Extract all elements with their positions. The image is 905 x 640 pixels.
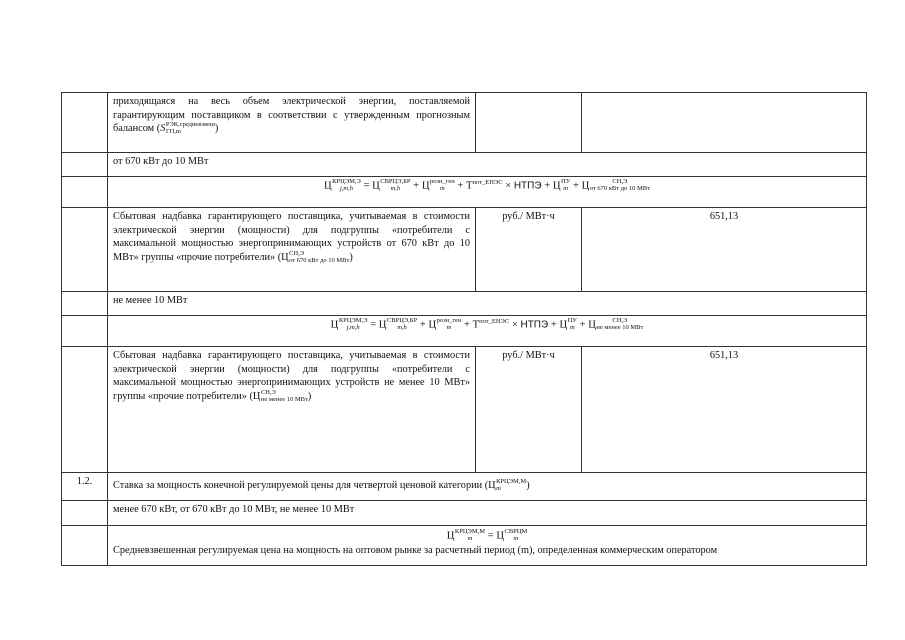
table-row (62, 501, 867, 526)
description-cell: приходящаяся на весь объем электрической энергии, поставляемой гарантирующим поставщиком в соответствии с утвержденным прогнозным балансом (S РЭК,средневзвеш ГП,m ) (108, 93, 476, 153)
number-cell (62, 153, 108, 177)
table-row (62, 347, 867, 473)
table-row (62, 526, 867, 566)
table-row (62, 208, 867, 292)
number-cell (62, 292, 108, 316)
table-row (62, 473, 867, 501)
balance-symbol: S (160, 123, 166, 135)
formula-2: Ц КРЦЭМ,Э j,m,h = Ц СВРЦЭ,БР m,h + Ц розн_ген m + $T^{пот\_ЕНЭС}$ × НТПЭ + Ц ПУ m + Ц СН,Э не менее 10 МВт (108, 316, 867, 347)
value-cell: 651,13 (582, 347, 867, 473)
value-cell (582, 93, 867, 153)
table-row (62, 93, 867, 153)
unit-cell (476, 93, 582, 153)
unit-cell: руб./ МВт·ч (476, 208, 582, 292)
table-row (62, 292, 867, 316)
group-label: от 670 кВт до 10 МВт (108, 153, 867, 177)
formula-3: Ц КРЦЭМ,М m = Ц СВРЦМ m (446, 528, 528, 542)
value-cell: 651,13 (582, 208, 867, 292)
group-label: не менее 10 МВт (108, 292, 867, 316)
table-row (62, 153, 867, 177)
number-cell (62, 208, 108, 292)
unit-cell: руб./ МВт·ч (476, 347, 582, 473)
number-cell (62, 347, 108, 473)
description-cell: Сбытовая надбавка гарантирующего поставщика, учитываемая в стоимости электрической энергии (мощности) для подгруппы «потребители с максимальной мощностью энергопринимающих устройств не менее 10 МВт» группы «прочие потребители» (Ц СН,Э не менее 10 МВт ) (108, 347, 476, 473)
range-label: менее 670 кВт, от 670 кВт до 10 МВт, не менее 10 МВт (108, 501, 867, 526)
table-row (62, 316, 867, 347)
formula-description: Средневзвешенная регулируемая цена на мощность на оптовом рынке за расчетный период (m), определенная коммерческим оператором (113, 545, 718, 557)
number-cell (62, 316, 108, 347)
formula-cell (108, 526, 867, 566)
table-row (62, 177, 867, 208)
continuation-text: приходящаяся на весь объем электрической энергии, поставляемой гарантирующим поставщиком в соответствии с утвержденным прогнозным балансом (113, 96, 470, 135)
number-cell (62, 526, 108, 566)
section-title: Ставка за мощность конечной регулируемой цены для четвертой ценовой категории (Ц КРЦЭМ,М m ) (108, 473, 867, 501)
formula-1: Ц КРЦЭМ,Э j,m,h = Ц СВРЦЭ,БР m,h + Ц розн_ген m + $T^{пот\_ЕНЭС}$ × НТПЭ + Ц ПУ m + Ц СН,Э от 670 кВт до 10 МВт (108, 177, 867, 208)
number-cell (62, 501, 108, 526)
section-number: 1.2. (62, 473, 108, 501)
number-cell (62, 177, 108, 208)
tariff-table (61, 92, 867, 566)
description-cell: Сбытовая надбавка гарантирующего поставщика, учитываемая в стоимости электрической энергии (мощности) для подгруппы «потребители с максимальной мощностью энергопринимающих устройств от 670 кВт до 10 МВт» группы «прочие потребители» (Ц СН,Э от 670 кВт до 10 МВт ) (108, 208, 476, 292)
number-cell (62, 93, 108, 153)
